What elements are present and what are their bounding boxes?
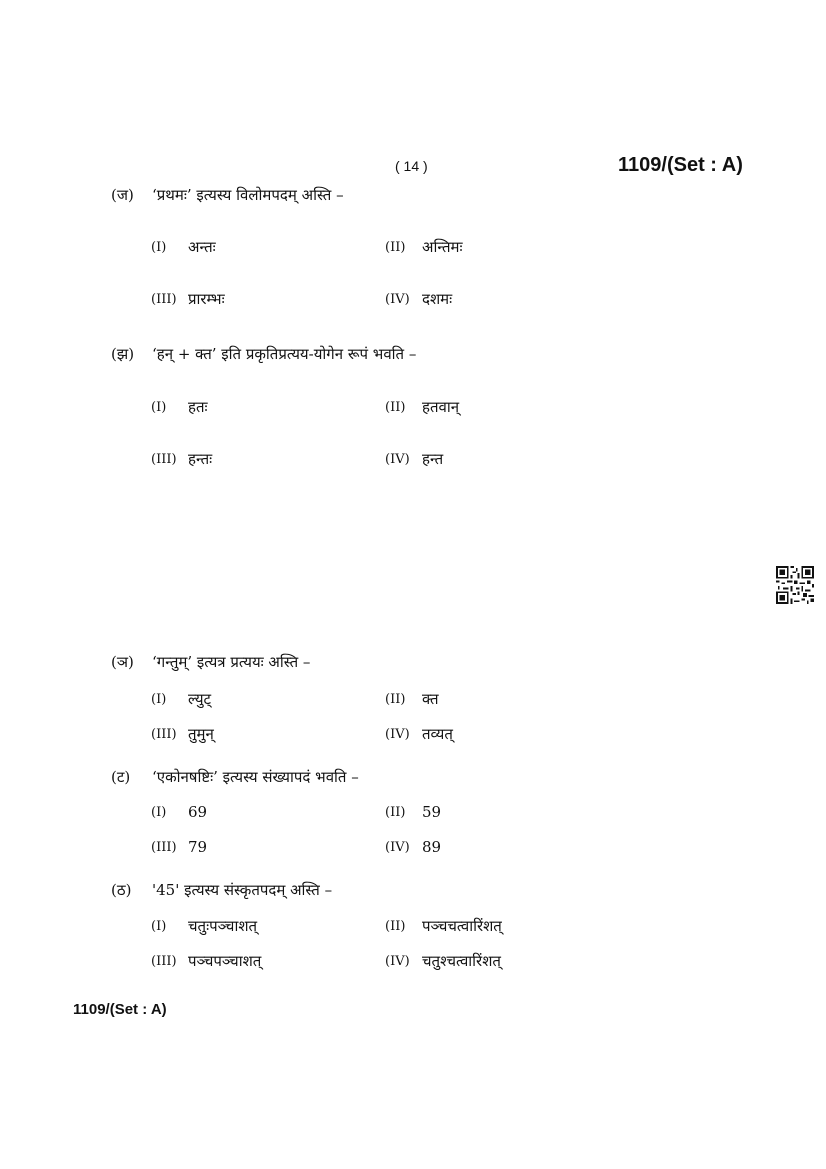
question-label: (ट): [111, 768, 131, 786]
option-number: (III): [151, 727, 177, 742]
option-text: ल्युट्: [188, 690, 212, 708]
option-number: (I): [151, 692, 167, 707]
option-text: 59: [422, 803, 442, 821]
question-label: (ठ): [111, 881, 132, 899]
option-text: प्रारम्भः: [188, 290, 225, 308]
option-text: हतः: [188, 398, 208, 416]
option-number: (IV): [385, 727, 410, 742]
option-number: (IV): [385, 840, 410, 855]
option-text: चतुश्चत्वारिंशत्: [422, 952, 501, 970]
option-number: (I): [151, 240, 167, 255]
option-text: हतवान्: [422, 398, 460, 416]
option-text: पञ्चपञ्चाशत्: [188, 952, 262, 970]
option-number: (IV): [385, 954, 410, 969]
option-number: (III): [151, 954, 177, 969]
question-label: (ज): [111, 186, 134, 204]
option-text: तव्यत्: [422, 725, 453, 743]
option-text: अन्तिमः: [422, 238, 463, 256]
option-text: अन्तः: [188, 238, 216, 256]
option-number: (I): [151, 400, 167, 415]
question-text: '45' इत्यस्य संस्कृतपदम् अस्ति –: [152, 881, 333, 899]
option-text: हन्तः: [188, 450, 213, 468]
question-text: ‘एकोनषष्टिः’ इत्यस्य संख्यापदं भवति –: [152, 768, 359, 786]
option-number: (II): [385, 919, 406, 934]
option-text: पञ्चचत्वारिंशत्: [422, 917, 502, 935]
option-number: (III): [151, 292, 177, 307]
option-text: 89: [422, 838, 442, 856]
paper-code-footer: 1109/(Set : A): [73, 1001, 167, 1018]
option-text: हन्त: [422, 450, 444, 468]
question-label: (झ): [111, 345, 135, 363]
option-text: 79: [188, 838, 208, 856]
option-text: तुमुन्: [188, 725, 214, 743]
option-text: दशमः: [422, 290, 453, 308]
option-number: (IV): [385, 292, 410, 307]
option-text: 69: [188, 803, 208, 821]
option-number: (II): [385, 692, 406, 707]
option-number: (I): [151, 805, 167, 820]
option-number: (II): [385, 805, 406, 820]
option-text: क्त: [422, 690, 439, 708]
option-number: (III): [151, 452, 177, 467]
question-text: ‘हन् + क्त’ इति प्रकृतिप्रत्यय-योगेन रूपं भवति –: [152, 345, 417, 363]
question-label: (ञ): [111, 653, 134, 671]
paper-code-header: 1109/(Set : A): [618, 154, 743, 176]
option-number: (II): [385, 400, 406, 415]
option-number: (I): [151, 919, 167, 934]
question-text: ‘प्रथमः’ इत्यस्य विलोमपदम् अस्ति –: [152, 186, 344, 204]
option-number: (II): [385, 240, 406, 255]
option-number: (III): [151, 840, 177, 855]
option-number: (IV): [385, 452, 410, 467]
qr-code: [776, 566, 814, 604]
page-number: ( 14 ): [395, 158, 428, 174]
question-text: ‘गन्तुम्’ इत्यत्र प्रत्ययः अस्ति –: [152, 653, 311, 671]
option-text: चतुःपञ्चाशत्: [188, 917, 258, 935]
